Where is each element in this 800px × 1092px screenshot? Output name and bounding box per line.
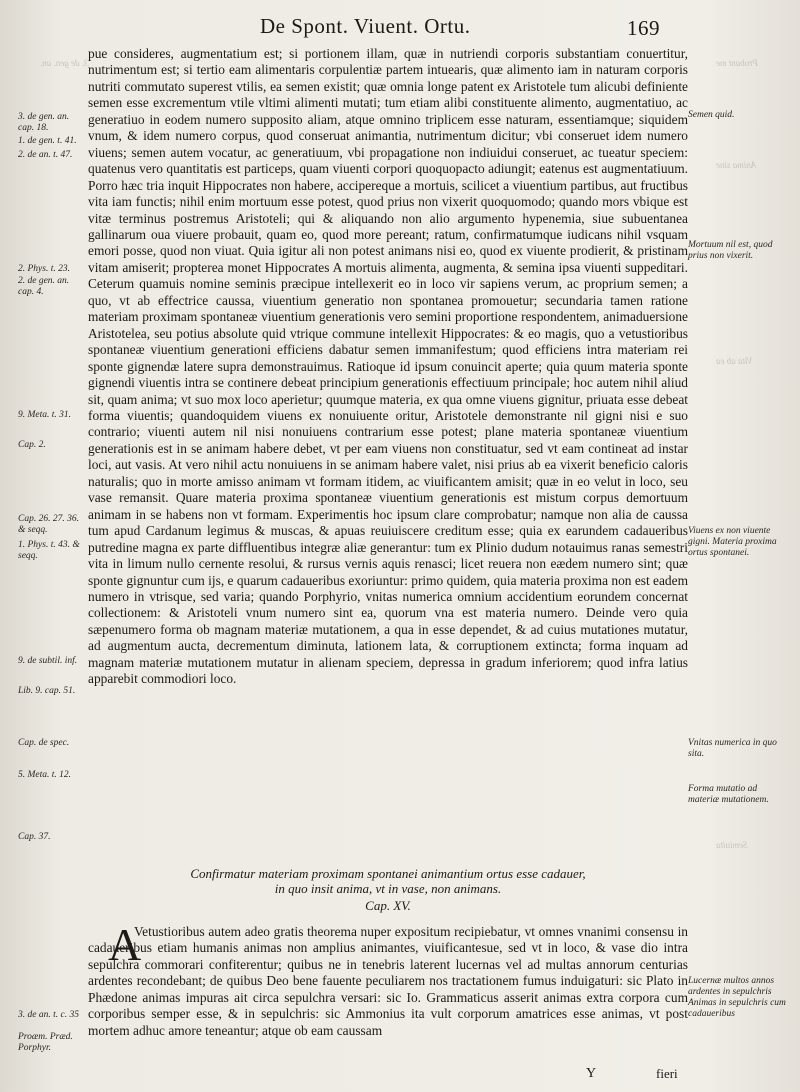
left-margin-note: 2. de an. t. 47. xyxy=(18,150,73,160)
bleed-through-mark: 3. de gen. an. xyxy=(40,58,89,68)
page-number: 169 xyxy=(627,16,660,40)
chapter-summary xyxy=(88,866,688,896)
left-margin-note: Lib. 9. cap. 51. xyxy=(18,686,76,696)
signature-mark: Y xyxy=(586,1066,597,1081)
left-margin-note: 2. de gen. an. cap. 4. xyxy=(18,276,70,297)
right-margin-note: Mortuum nil est, quod prius non vixerit. xyxy=(688,240,773,261)
drop-cap: A xyxy=(108,919,142,970)
left-margin-note: 9. de subtil. inf. xyxy=(18,656,78,666)
right-margin-note: Vnitas numerica in quo sita. xyxy=(688,738,777,759)
left-margin-note: 5. Meta. t. 12. xyxy=(18,770,72,780)
bleed-through-mark: Anima sine xyxy=(716,160,757,170)
left-margin-note: 1. Phys. t. 43. & seqq. xyxy=(18,540,80,561)
right-margin-note: Lucernæ multos annos ardentes in sepulchris Animas in sepulchris cum cadaueribus xyxy=(688,976,786,1019)
chapter-summary-line: Confirmatur materiam proximam spontanei animantium ortus esse cadauer, xyxy=(190,866,586,881)
bleed-through-mark: Vita ab ea xyxy=(716,356,753,366)
right-margin-note: Forma mutatio ad materiæ mutationem. xyxy=(688,784,769,805)
left-margin-note: 9. Meta. t. 31. xyxy=(18,410,72,420)
left-margin-note: Cap. 37. xyxy=(18,832,51,842)
left-margin-note: 3. de gen. an. cap. 18. xyxy=(18,112,70,133)
main-text-block xyxy=(88,46,688,688)
bleed-through-mark: Probant me xyxy=(716,58,758,68)
bleed-through-mark: Semiuita xyxy=(716,840,748,850)
left-margin-note: Cap. 2. xyxy=(18,440,46,450)
chapter-paragraph: Vetustioribus autem adeo gratis theorema nuper expositum recipiebatur, vt omnes vnanimi consensu in cadaueribus etiam humanis animas non amplius animantes, viuificantesue, sed vt in loco, & vase dio intra sepulchra commorari confiterentur; quibus ne in tenebris laterent lucernas vel ad multas annorum centurias ardentes recondebant; de quibus Deo bene fauente peculiarem nos tractationem fumus induigaturi: sic Plato in Phædone animas impuras ait circa sepulchra versari: sic Io. Grammaticus asserit animas extra corpora cum corporibus semper esse, & in sepulchris: sic Ammonius ita vult corporum amatrices esse animas, vt post mortem adhuc amore teneantur; atque ob eam caussam xyxy=(88,924,688,1038)
right-margin-note: Viuens ex non viuente gigni. Materia proxima ortus spontanei. xyxy=(688,526,777,558)
main-paragraph: pue consideres, augmentatium est; si portionem illam, quæ in nutriendi corporis substantiam conuertitur, nutrimentum est; si tertio eam alimentaris corpulentiæ partem intuearis, quæ alimento iam in naturam corporis nutriti commutato superest vtilis, ea semen existit; quæ omnia longe patent ex Aristotele tum alicubi definiente semen esse excrementum vtile vltimi alimenti mutati; tum etiam alibi constituente alimento, augmentatiuo, ac generatiuo in eodem numero supposito aliam, atque omnino triplicem esse naturam, essentiamque; siquidem vnum, & idem numero corpus, quod conseruat animantia, nutrimentum dicitur; vbi conseruet idem numero viuens; semen autem vocatur, ac generatiuum, vbi propagatione non indiuidui conseruet, ac tueatur speciem: quatenus vero quantitatis est particeps, quam viuenti corpori quoquopacto adiungit; eatenus est augmentatiuum. Porro hæc tria inquit Hippocrates non habere, accipereque a mortuis, scilicet a viuentium partibus, aut fructibus vita iam functis; nihil enim mortuum esse potest, quod prius non vixerit quoquomodo; quando mors vbique est vitæ terminus postremus Aristoteli; qui & aliquando non alio argumento hypenemia, siue subuentanea gallinarum oua viuere probauit, quam eo, quod more pereant; ratum, confirmatumque iudicans nihil vsquam emori posse, quod non viuat. Quia igitur ali non potest animans nisi eo, quod ex viuente prodierit, & pristinam vitam amiserit; propterea monet Hippocrates A mortuis alimenta, augmenta, & semina ipsa viuenti suppeditari. Ceterum quamuis nomine seminis præcipue intellexerit eo in loco vir sapiens verum, ac proprium semen; a quo, vt ab effectrice caussa, viuentium generatio non spontanea promouetur; secundaria tamen ratione materiam proximam spontaneæ viuentium generationis vero semini proportione respondentem, animaduersione Aristotelea, seu potius absolute quid vtrique commune intellexit Hippocrates: & eo magis, quo a vetustioribus spontaneæ viuentium generationi efficiens dabatur semen immanifestum; quod efficiens intra materiam rei sponte gignendæ latere supra demonstrauimus. Ratioque id ipsum conuincit aperte; quia quum materia sponte gignendi viuentis intra se continere debeat principium generationis effectiuum principale; hoc autem nihil aliud sit, quam anima; vt suo mox loco aperietur; quumque materia, ex qua omne viuens gignitur, priuata esse debeat forma viuentis; quandoquidem viuens ex nonuiuente oritur, Aristotele demonstrante nil gigni nisi e suo contrario; viuenti autem nil nisi nonuiuens contrarium esse potest; plane materia spontaneæ viuentium generationis est in se animam habere debet, vt per eam viuens non constituatur, sed vt eam contineat ad instar loci, aut vasis. At vero nihil actu nonuiuens in se animam habere valet, nisi prius ab ea vixerit beneficio caloris naturalis; quo in morte amisso animam vt formam itidem, ac viuificantem amisit; quæ in eo velut in loco, seu vase remansit. Quare materia proxima spontaneæ viuentium generationis est mistum corpus demortuum animam in se habens non vt formam. Experimentis hoc ipsum clare comprobatur; namque non alia de caussa tum apud Cardanum legimus & muscas, & apuas reuiuiscere creditum esse; quia ex earundem cadaueribus putredine magna ex parte diffluentibus integræ aliæ generantur: tum ex Plinio dudum notauimus ranas semestri vita in limum nullo cernente resolui, & rursus vernis aquis renasci; licet reuera non eædem numero sint; quæ sponte gignuntur cum ijs, e quarum cadaueribus exoriuntur: primo quidem, quia materia proxima non est eadem numero in vtrisque, sed varia; quando Porphyrio, vnitas numerica omnium accidentium eorundem concernat collectionem: & Aristoteli vnum numero sint ea, quorum vna est materia numero. Deinde vero quia sæpenumero forma ob magnam materiæ mutationem, a qua in esse dependet, & ad cuius mutationes mutatur, ad augmentum aucta, decrementum diminuta, lationem lata, & corruptionem extincta; forma inquam ad magnam materiæ mutationem mutatur in alienam speciem, depressa in gradum inferiorem; quod infra latius apparebit commodiori loco. xyxy=(88,46,688,687)
running-title: De Spont. Viuent. Ortu. xyxy=(260,14,471,38)
left-margin-note: 2. Phys. t. 23. xyxy=(18,264,70,274)
left-margin-note: 3. de an. t. c. 35 xyxy=(18,1010,79,1020)
left-margin-note: Cap. de spec. xyxy=(18,738,70,748)
catchword: fieri xyxy=(656,1066,678,1081)
left-margin-note: 1. de gen. t. 41. xyxy=(18,136,77,146)
left-margin-note: Proæm. Præd. Porphyr. xyxy=(18,1032,73,1053)
chapter-text-block xyxy=(88,919,688,1039)
left-margin-note: Cap. 26. 27. 36. & seqq. xyxy=(18,514,79,535)
right-margin-note: Semen quid. xyxy=(688,110,735,120)
chapter-heading: Cap. XV. xyxy=(365,898,411,913)
chapter-summary-line: in quo insit anima, vt in vase, non animans. xyxy=(274,881,502,896)
running-header xyxy=(180,10,660,38)
